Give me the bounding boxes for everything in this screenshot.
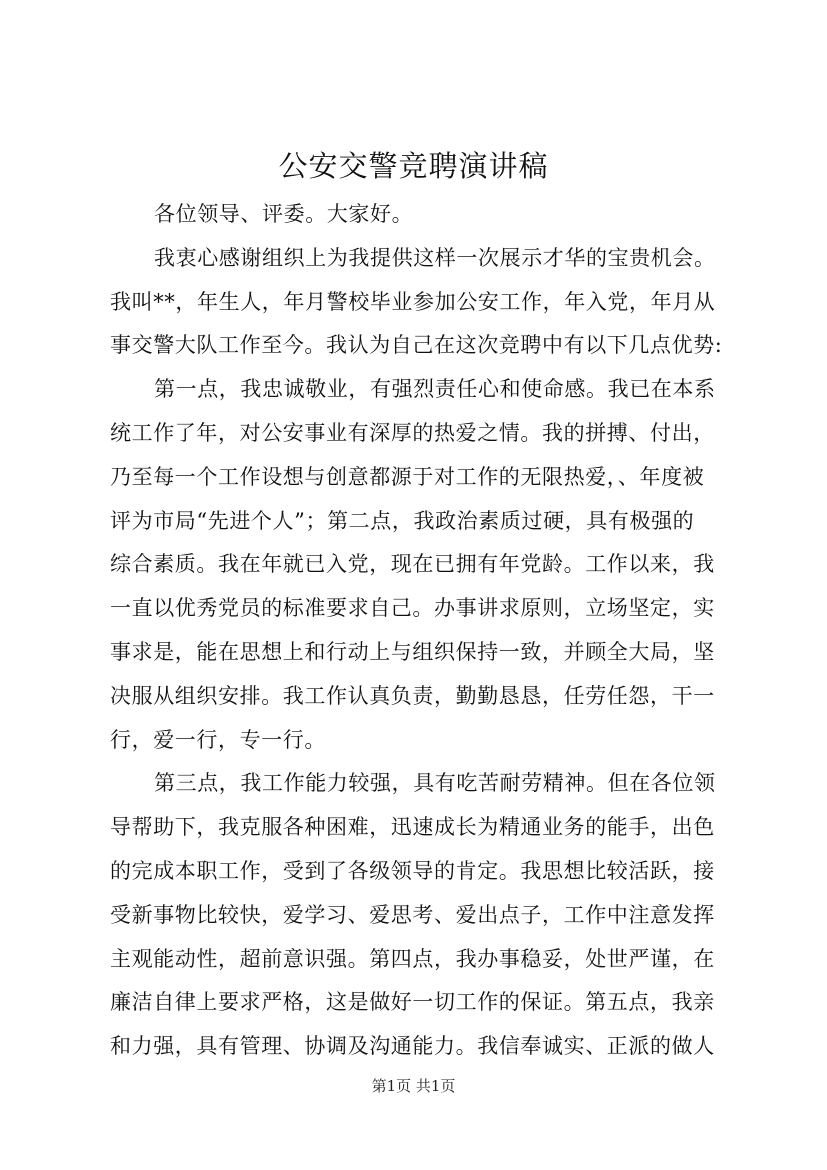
paragraph-line: 综合素质。我在年就已入党，现在已拥有年党龄。工作以来，我: [110, 552, 715, 577]
paragraph-line: 统工作了年，对公安事业有深厚的热爱之情。我的拼搏、付出，: [110, 420, 715, 445]
paragraph-line: 事交警大队工作至今。我认为自己在这次竞聘中有以下几点优势:: [110, 333, 723, 358]
paragraph-line: 事求是，能在思想上和行动上与组织保持一致，并顾全大局，坚: [110, 639, 715, 664]
paragraph-line: 导帮助下，我克服各种困难，迅速成长为精通业务的能手，出色: [110, 815, 715, 840]
paragraph-line: 我叫**，年生人，年月警校毕业参加公安工作，年入党，年月从: [110, 289, 716, 314]
paragraph-line: 和力强，具有管理、协调及沟通能力。我信奉诚实、正派的做人: [110, 1034, 715, 1059]
paragraph-line: 主观能动性，超前意识强。第四点，我办事稳妥，处世严谨，在: [110, 946, 715, 971]
paragraph-line: 第一点，我忠诚敬业，有强烈责任心和使命感。我已在本系: [154, 377, 716, 402]
paragraph-line: 廉洁自律上要求严格，这是做好一切工作的保证。第五点，我亲: [110, 990, 715, 1015]
page-footer: 第1页 共1页: [371, 1077, 456, 1095]
paragraph-line: 行，爱一行，专一行。: [110, 727, 326, 752]
paragraph-line: 受新事物比较快，爱学习、爱思考、爱出点子，工作中注意发挥: [110, 902, 715, 927]
paragraph-line: 各位领导、评委。大家好。: [154, 202, 414, 226]
paragraph-line: 第三点，我工作能力较强，具有吃苦耐劳精神。但在各位领: [154, 771, 716, 796]
paragraph-line: 一直以优秀党员的标准要求自己。办事讲求原则，立场坚定，实: [110, 596, 715, 621]
document-body: [110, 193, 742, 1069]
paragraph-line: 我衷心感谢组织上为我提供这样一次展示才华的宝贵机会。: [154, 245, 716, 270]
paragraph-line: 决服从组织安排。我工作认真负责，勤勤恳恳，任劳任怨，干一: [110, 683, 715, 708]
document-title: 公安交警竞聘演讲稿: [278, 149, 549, 183]
paragraph-line: 评为市局“先进个人”；第二点，我政治素质过硬，具有极强的: [110, 508, 695, 533]
paragraph-line: 乃至每一个工作设想与创意都源于对工作的无限热爱，、年度被: [110, 464, 705, 489]
paragraph-line: 的完成本职工作，受到了各级领导的肯定。我思想比较活跃，接: [110, 858, 715, 883]
